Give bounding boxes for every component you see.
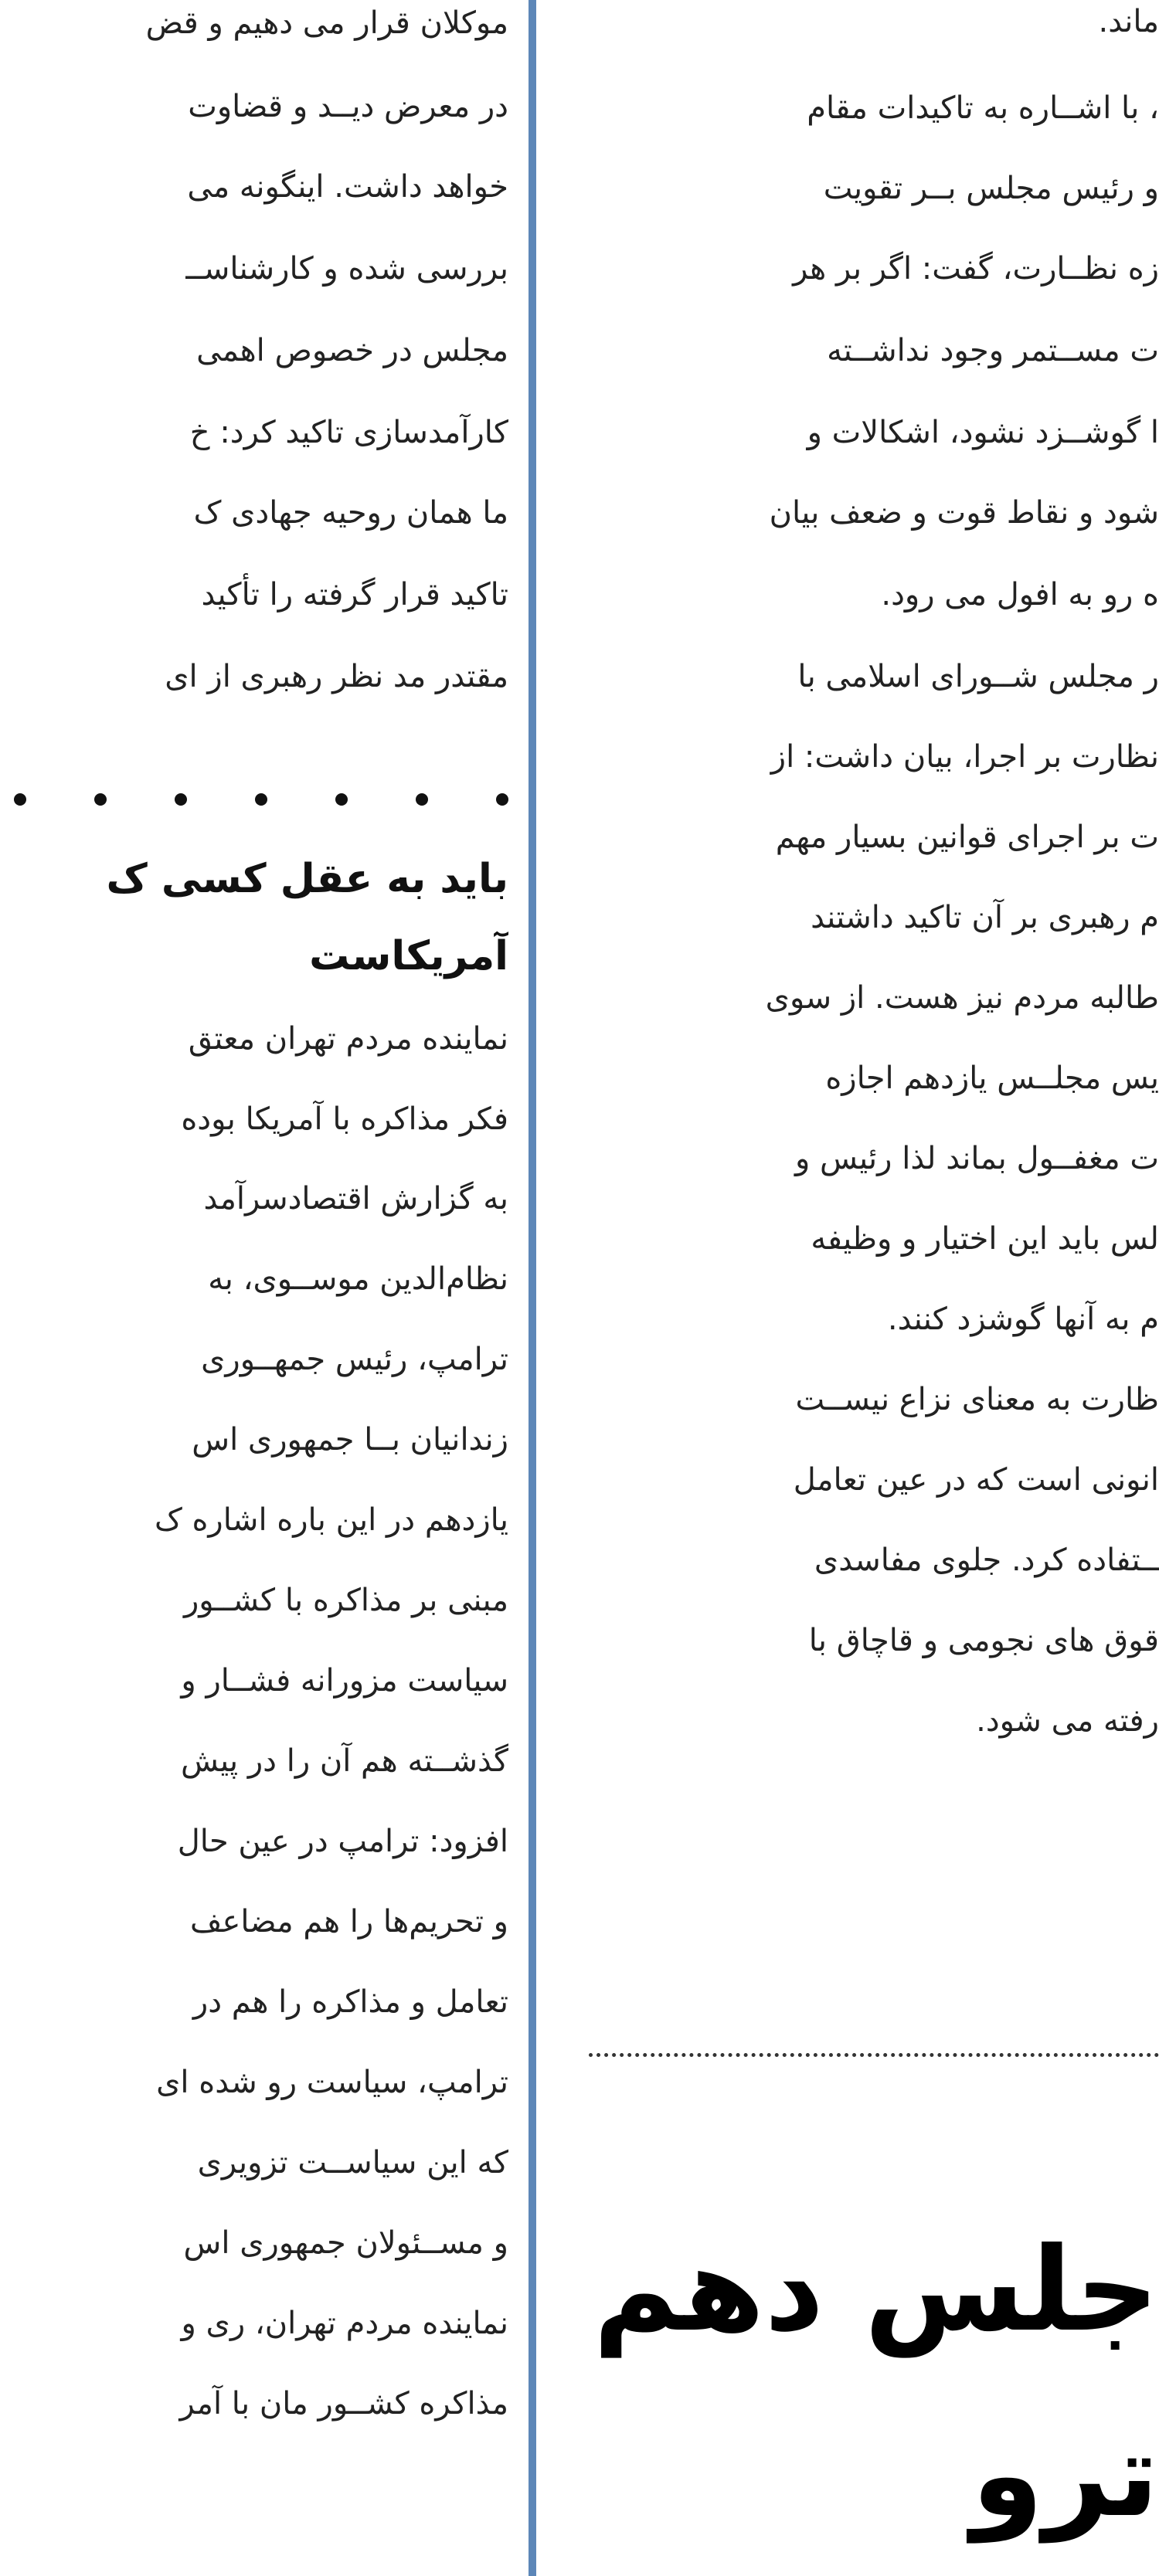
article-heading-line: باید به عقل کسی ک (106, 856, 508, 902)
divider-dot (94, 793, 107, 806)
right-text-line: ه رو به افول می رود. (881, 577, 1159, 613)
left-text-line: فکر مذاکره با آمریکا بوده (181, 1101, 508, 1137)
right-text-line: ظارت به معنای نزاع نیســت (795, 1382, 1159, 1417)
section-divider-dots (14, 784, 508, 815)
right-text-line: ، با اشــاره به تاکیدات مقام (807, 90, 1159, 126)
divider-dot (255, 793, 267, 806)
right-text-line: ت مســتمر وجود نداشــته (827, 333, 1159, 368)
left-text-line: نظام‌الدین موســوی، به (208, 1261, 508, 1297)
divider-dot (14, 793, 26, 806)
left-text-line: خواهد داشت. اینگونه می (187, 169, 508, 205)
right-text-line: ت بر اجرای قوانین بسیار مهم (775, 820, 1159, 855)
left-text-line: یازدهم در این باره اشاره ک (154, 1502, 508, 1538)
left-text-line: نماینده مردم تهران، ری و (181, 2306, 508, 2341)
right-text-line: نظارت بر اجرا، بیان داشت: از (770, 739, 1159, 775)
left-text-line: مجلس در خصوص اهمی (196, 333, 508, 368)
headline-line: جلس دهم (593, 2223, 1159, 2357)
right-column (556, 0, 1159, 2576)
left-text-line: نماینده مردم تهران معتق (188, 1021, 508, 1057)
left-text-line: مذاکره کشــور مان با آمر (179, 2386, 508, 2422)
right-text-line: رفته می شود. (976, 1703, 1159, 1739)
right-text-line: یس مجلــس یازدهم اجازه (825, 1061, 1159, 1096)
right-text-line: شود و نقاط قوت و ضعف بیان (769, 495, 1159, 531)
article-heading-line: آمریکاست (309, 933, 508, 979)
left-text-line: ترامپ، رئیس جمهــوری (201, 1342, 508, 1377)
left-text-line: موکلان قرار می دهیم و قض (145, 5, 508, 41)
left-text-line: سیاست مزورانه فشــار و (181, 1663, 508, 1699)
left-text-line: بررسی شده و کارشناســ (185, 251, 508, 287)
left-column (0, 0, 508, 2576)
right-text-line: م رهبری بر آن تاکید داشتند (811, 900, 1159, 935)
right-text-line: انونی است که در عین تعامل (793, 1462, 1159, 1498)
right-text-line: زه نظــارت، گفت: اگر بر هر (793, 251, 1159, 287)
left-text-line: به گزارش اقتصادسرآمد (203, 1181, 508, 1217)
right-text-line: قوق های نجومی و قاچاق با (808, 1623, 1159, 1658)
divider-dot (335, 793, 348, 806)
left-text-line: و تحریم‌ها را هم مضاعف (190, 1904, 508, 1940)
left-text-line: که این سیاســت تزویری (197, 2145, 508, 2181)
right-text-line: ر مجلس شــورای اسلامی با (797, 659, 1159, 694)
left-text-line: مبنی بر مذاکره با کشــور (183, 1583, 508, 1618)
left-text-line: تعامل و مذاکره را هم در (192, 1984, 508, 2020)
right-text-line: م به آنها گوشزد کنند. (887, 1302, 1159, 1337)
dotted-separator (589, 2053, 1159, 2057)
left-text-line: کارآمدسازی تاکید کرد: خ (189, 415, 508, 450)
divider-dot (175, 793, 187, 806)
left-text-line: زندانیان بــا جمهوری اس (192, 1422, 508, 1458)
headline-line: ترو (971, 2408, 1159, 2543)
right-text-line: ا گوشــزد نشود، اشکالات و (807, 415, 1159, 450)
right-text-line: ت مغفــول بماند لذا رئیس و (794, 1141, 1159, 1176)
left-text-line: در معرض دیــد و قضاوت (188, 89, 508, 124)
right-text-line: ماند. (1098, 4, 1159, 39)
right-text-line: طالبه مردم نیز هست. از سوی (765, 980, 1159, 1016)
left-text-line: مقتدر مد نظر رهبری از ای (165, 659, 508, 694)
left-text-line: ترامپ، سیاست رو شده ای (156, 2065, 508, 2100)
left-text-line: تاکید قرار گرفته را تأکید (201, 577, 508, 613)
column-rule (529, 0, 536, 2576)
right-text-line: لس باید این اختیار و وظیفه (811, 1221, 1159, 1257)
left-text-line: و مســئولان جمهوری اس (183, 2225, 508, 2261)
divider-dot (496, 793, 508, 806)
right-text-line: ــتفاده کرد. جلوی مفاسدی (814, 1543, 1159, 1578)
left-text-line: افزود: ترامپ در عین حال (177, 1824, 508, 1859)
divider-dot (416, 793, 428, 806)
left-text-line: ما همان روحیه جهادی ک (193, 495, 508, 531)
left-text-line: گذشــته هم آن را در پیش (180, 1743, 508, 1779)
right-text-line: و رئیس مجلس بــر تقویت (823, 171, 1159, 206)
